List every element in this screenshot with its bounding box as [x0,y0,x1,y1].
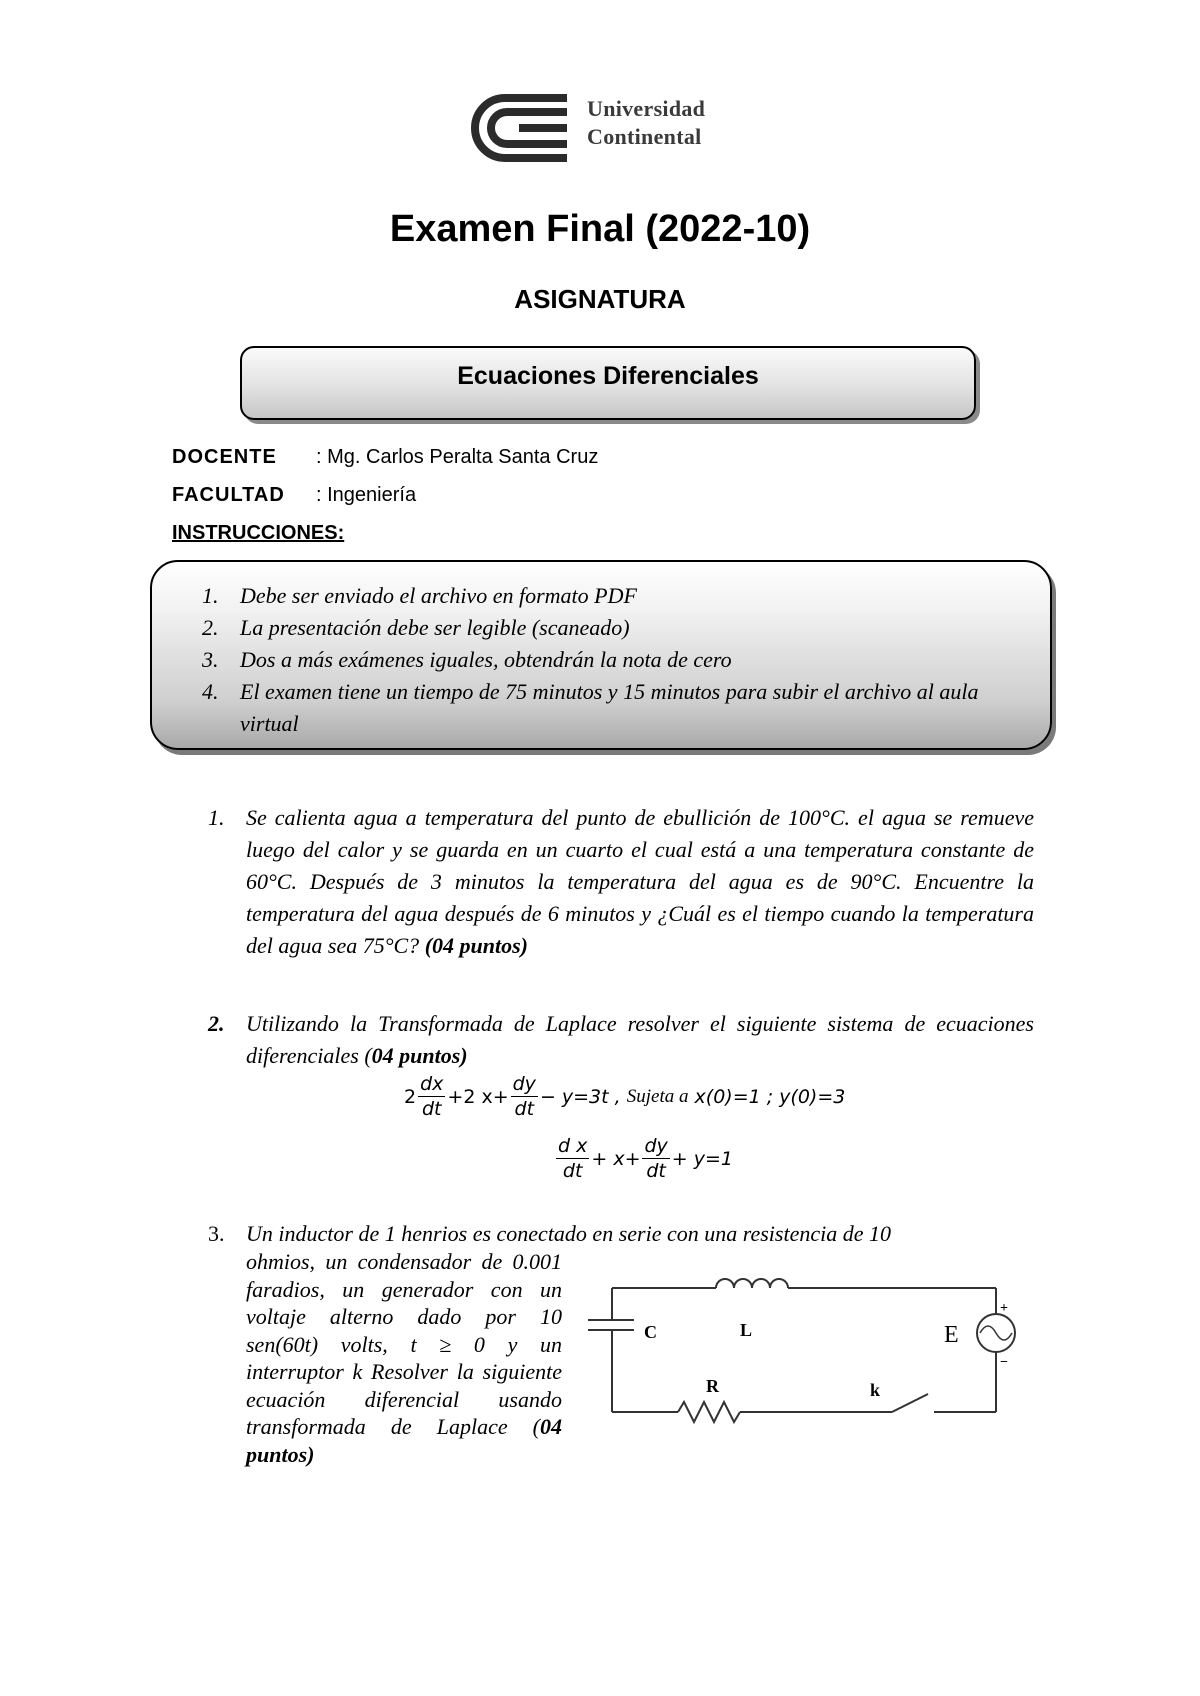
instructions-box [150,560,1052,750]
instructions-heading: INSTRUCCIONES: [172,522,345,544]
subject-label: ASIGNATURA [514,284,686,314]
label-plus: + [1000,1301,1008,1316]
label-l: L [740,1320,753,1340]
logo-line1: Universidad [587,96,706,121]
question-3-text: ohmios, un condensador de 0.001 faradios, un generador con un voltaje alterno dado por 10 sen(60t) volts, t ≥ 0 y un interruptor k Resolver la siguiente ecuación diferencial usando transformada de Laplace (04 puntos) [246,1249,562,1467]
resistor-icon [678,1402,740,1422]
logo-line2: Continental [587,124,702,149]
question-3-line1: Un inductor de 1 henrios es conectado en serie con una resistencia de 10 [246,1221,891,1246]
equation-2: $\frac{\text{d x}}{dt}$ + x+ $\frac{dy}{dt}$ + y=1 [558,1135,734,1182]
docente-label: DOCENTE [172,446,277,468]
question-2-points: 04 puntos) [371,1043,468,1068]
question-3-points: 04 puntos) [246,1414,562,1467]
label-k: k [870,1380,881,1400]
instruction-item: 3. Dos a más exámenes iguales, obtendrán la nota de cero [202,647,732,672]
equation-1: 2 $\frac{dx}{dt}$ +2 x+ $\frac{dy}{dt}$ − y=3t , Sujeta a x(0)=1 ; y(0)=3 [404,1073,846,1120]
capacitor-icon [588,1320,634,1330]
question-2-text: Utilizando la Transformada de Laplace resolver el siguiente sistema de ecuaciones diferenciales (04 puntos) [246,1011,1034,1068]
question-1-text: Se calienta agua a temperatura del punto de ebullición de 100°C. el agua se remueve luego del calor y se guarda en un cuarto el cual está a una temperatura constante de 60°C. Después de 3 minutos la temperatura del agua es de 90°C. Encuentre la temperatura del agua después de 6 minutos y ¿Cuál es el tiempo cuando la temperatura del agua sea 75°C? (04 puntos) [246,805,1034,958]
label-c: C [644,1322,657,1342]
label-r: R [706,1376,719,1396]
instruction-item: 1. Debe ser enviado el archivo en formato PDF [202,583,637,608]
question-1-number: 1. [208,805,225,830]
university-logo [467,86,747,172]
facultad-label: FACULTAD [172,484,285,506]
course-name: Ecuaciones Diferenciales [457,362,759,390]
docente-value: : Mg. Carlos Peralta Santa Cruz [316,446,599,468]
rlc-circuit-diagram [586,1270,1022,1440]
switch-icon [892,1394,928,1412]
instruction-item: 2. La presentación debe ser legible (scaneado) [202,615,630,640]
label-minus: − [1000,1355,1008,1370]
question-2-number: 2. [208,1011,225,1036]
exam-title: Examen Final (2022-10) [389,208,811,250]
facultad-value: : Ingeniería [316,484,417,506]
question-1-points: (04 puntos) [424,933,528,958]
label-e: E [944,1322,959,1348]
instruction-item: 4. El examen tiene un tiempo de 75 minutos y 15 minutos para subir el archivo al aula virtual [202,679,979,736]
question-3-number: 3. [208,1221,225,1246]
course-name-box [240,346,976,420]
logo-mark-icon [467,92,577,164]
inductor-icon [716,1279,788,1288]
